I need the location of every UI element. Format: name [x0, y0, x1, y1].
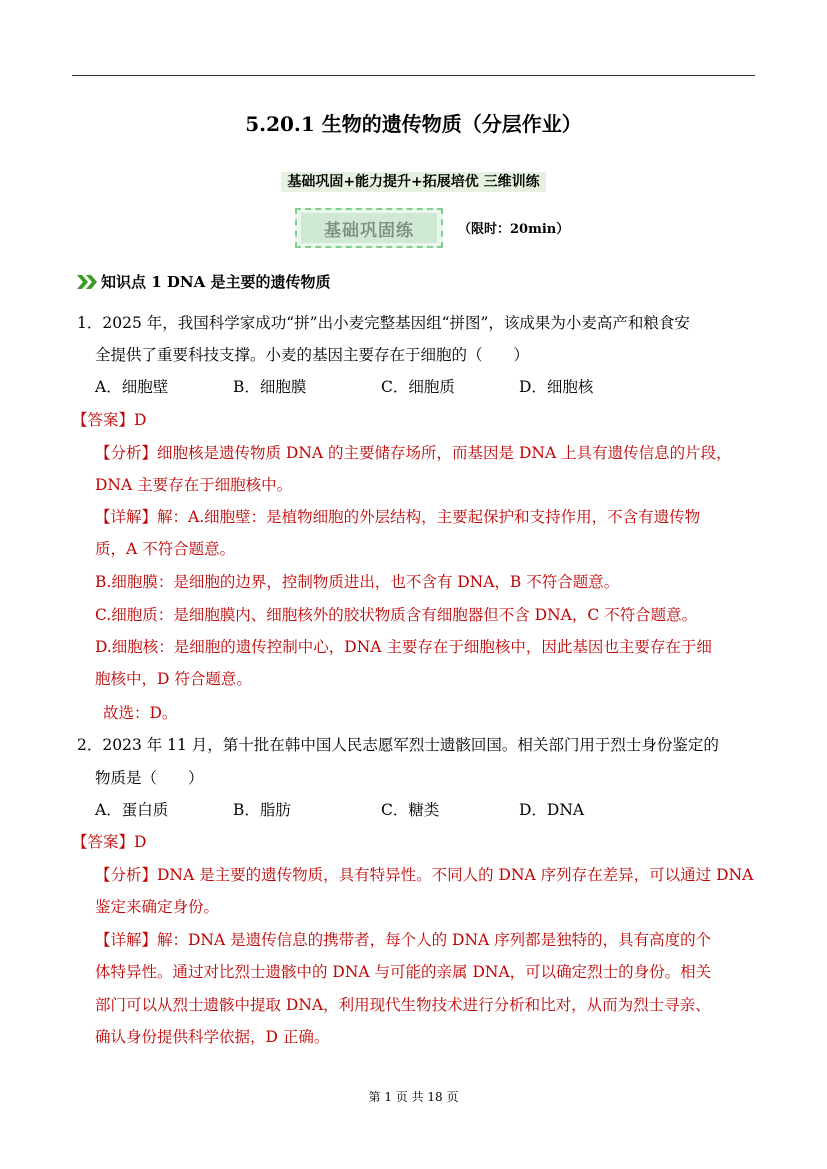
q1-option-d: D．细胞核 — [519, 378, 594, 396]
page-footer: 第 1 页 共 18 页 — [368, 1090, 459, 1104]
time-limit: （限时：20min） — [458, 222, 570, 237]
q1-detail-line1: 【详解】解：A.细胞壁：是植物细胞的外层结构，主要起保护和支持作用，不含有遗传物 — [95, 508, 701, 526]
q1-choose: 故选：D。 — [103, 704, 178, 722]
q2-answer: 【答案】D — [72, 833, 147, 851]
badge-label: 基础巩固练 — [301, 213, 437, 243]
section-title: 知识点 1 DNA 是主要的遗传物质 — [101, 273, 331, 291]
q2-stem-line2: 物质是（ ） — [95, 769, 204, 787]
level-badge — [295, 208, 443, 248]
q1-detail-line3: B.细胞膜：是细胞的边界，控制物质进出，也不含有 DNA，B 不符合题意。 — [95, 573, 620, 591]
q1-answer: 【答案】D — [72, 411, 147, 429]
q2-detail-line4: 确认身份提供科学依据，D 正确。 — [95, 1028, 330, 1046]
subtitle-text: 基础巩固+能力提升+拓展培优 三维训练 — [281, 172, 545, 192]
q2-analysis-line1: 【分析】DNA 是主要的遗传物质，具有特异性。不同人的 DNA 序列存在差异，可以通过 DNA — [95, 866, 754, 884]
q1-stem-line1: 1．2025 年，我国科学家成功“拼”出小麦完整基因组“拼图”，该成果为小麦高产和粮食安 — [77, 314, 690, 332]
q1-analysis-line1: 【分析】细胞核是遗传物质 DNA 的主要储存场所，而基因是 DNA 上具有遗传信息的片段， — [95, 444, 732, 462]
q2-option-b: B．脂肪 — [233, 801, 291, 819]
q1-analysis-line2: DNA 主要存在于细胞核中。 — [95, 476, 293, 494]
q1-option-c: C．细胞质 — [381, 378, 455, 396]
q2-option-d: D．DNA — [519, 801, 585, 819]
q1-stem-line2: 全提供了重要科技支撑。小麦的基因主要存在于细胞的（ ） — [95, 346, 530, 364]
q2-option-a: A．蛋白质 — [95, 801, 169, 819]
q1-option-b: B．细胞膜 — [233, 378, 307, 396]
header-rule — [72, 75, 755, 76]
q1-detail-line5: D.细胞核：是细胞的遗传控制中心，DNA 主要存在于细胞核中，因此基因也主要存在于细 — [95, 638, 712, 656]
q2-detail-line3: 部门可以从烈士遗骸中提取 DNA，利用现代生物技术进行分析和比对，从而为烈士寻亲、 — [95, 996, 711, 1014]
q2-detail-line1: 【详解】解：DNA 是遗传信息的携带者，每个人的 DNA 序列都是独特的，具有高度的个 — [95, 931, 712, 949]
subtitle — [0, 171, 827, 191]
page-title: 5.20.1 生物的遗传物质（分层作业） — [245, 112, 582, 136]
q2-analysis-line2: 鉴定来确定身份。 — [95, 898, 220, 916]
section-heading — [77, 271, 330, 292]
q2-detail-line2: 体特异性。通过对比烈士遗骸中的 DNA 与可能的亲属 DNA，可以确定烈士的身份。相关 — [95, 963, 712, 981]
q2-stem-line1: 2．2023 年 11 月，第十批在韩中国人民志愿军烈士遗骸回国。相关部门用于烈士身份鉴定的 — [77, 736, 719, 754]
q2-option-c: C．糖类 — [381, 801, 440, 819]
q1-detail-line2: 质，A 不符合题意。 — [95, 540, 236, 558]
q1-detail-line6: 胞核中，D 符合题意。 — [95, 670, 252, 688]
q1-option-a: A．细胞壁 — [95, 378, 169, 396]
double-chevron-icon — [77, 274, 99, 290]
q1-detail-line4: C.细胞质：是细胞膜内、细胞核外的胶状物质含有细胞器但不含 DNA，C 不符合题意。 — [95, 606, 698, 624]
